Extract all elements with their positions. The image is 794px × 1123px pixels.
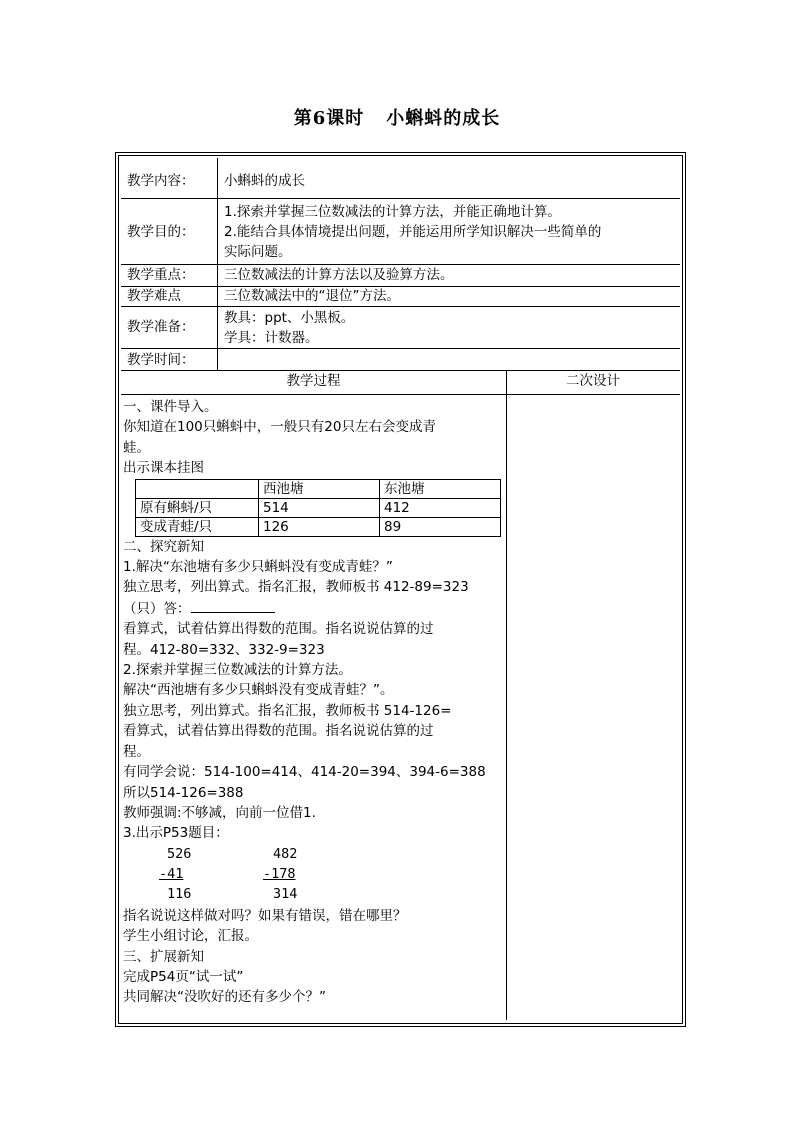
process-line: 程。	[123, 743, 150, 760]
table-cell: 西池塘	[259, 479, 380, 498]
calc-1-sub: -41	[159, 865, 184, 882]
row-label-focus: 教学重点：	[127, 267, 195, 283]
row-label-time: 教学时间：	[127, 352, 195, 368]
table-cell: 变成青蛙/只	[136, 517, 259, 536]
vertical-calculations	[123, 844, 506, 906]
row-value-difficulty: 三位数减法中的“退位”方法。	[224, 288, 400, 304]
table-cell: 东池塘	[380, 479, 501, 498]
process-line: 你知道在100只蝌蚪中，一般只有20只左右会变成青	[123, 419, 436, 436]
calc-1-top: 526	[167, 845, 192, 862]
process-line: 指名说说这样做对吗？如果有错误，错在哪里？	[123, 907, 407, 924]
process-line: 3.出示P53题目：	[123, 825, 229, 842]
row-value-content: 小蝌蚪的成长	[224, 173, 305, 189]
calc-2-result: 314	[273, 885, 298, 902]
table-cell: 514	[259, 498, 380, 517]
row-value-focus: 三位数减法的计算方法以及验算方法。	[224, 267, 454, 283]
table-cell	[136, 479, 259, 498]
process-line: 共同解决“没吹好的还有多少个？”	[123, 989, 326, 1006]
process-line: 学生小组讨论，汇报。	[123, 928, 258, 945]
process-line: 教师强调:不够减，向前一位借1.	[123, 804, 316, 821]
table-cell: 126	[259, 517, 380, 536]
calc-1-result: 116	[167, 885, 192, 902]
row-value-prep-1: 教具：ppt、小黑板。	[224, 310, 355, 326]
row-label-prep: 教学准备：	[127, 319, 195, 335]
row-label-content: 教学内容：	[127, 173, 195, 189]
row-value-goal-1: 1.探索并掌握三位数减法的计算方法，并能正确地计算。	[224, 204, 561, 220]
row-value-goal-2: 2.能结合具体情境提出问题，并能运用所学知识解决一些简单的	[224, 224, 602, 240]
process-line: 解决“西池塘有多少只蝌蚪没有变成青蛙？”。	[123, 682, 394, 699]
table-row	[136, 517, 501, 536]
row-value-goal-3: 实际问题。	[224, 244, 292, 260]
process-line: 完成P54页“试一试”	[123, 968, 244, 985]
table-cell: 89	[380, 517, 501, 536]
process-line: 二、探究新知	[123, 538, 204, 555]
process-line: 看算式，试着估算出得数的范围。指名说说估算的过	[123, 723, 434, 740]
process-content	[123, 397, 506, 1008]
process-line: 三、扩展新知	[123, 948, 204, 965]
table-row	[136, 479, 501, 498]
table-row	[136, 498, 501, 517]
process-line: 2.探索并掌握三位数减法的计算方法。	[123, 662, 352, 679]
process-line: 有同学会说：514-100=414、414-20=394、394-6=388	[123, 764, 486, 781]
process-line: 出示课本挂图	[123, 460, 204, 477]
answer-blank	[191, 598, 275, 613]
row-value-prep-2: 学具：计数器。	[224, 330, 319, 346]
row-label-goal: 教学目的：	[127, 224, 195, 240]
process-line: 程。412-80=332、332-9=323	[123, 641, 325, 658]
table-cell: 412	[380, 498, 501, 517]
process-line: 一、课件导入。	[123, 399, 218, 415]
tadpole-table	[135, 479, 501, 537]
process-line: 所以514-126=388	[123, 784, 244, 801]
process-line: 独立思考，列出算式。指名汇报，教师板书 514-126=	[123, 702, 452, 719]
page-title: 第6课时 小蝌蚪的成长	[293, 108, 501, 129]
header-process: 教学过程	[286, 373, 341, 389]
process-line: 1.解决“东池塘有多少只蝌蚪没有变成青蛙？”	[123, 559, 393, 576]
header-second-design: 二次设计	[566, 373, 620, 389]
answer-prefix: （只）答：	[123, 600, 191, 617]
calc-2-top: 482	[273, 845, 298, 862]
process-line: 独立思考，列出算式。指名汇报，教师板书 412-89=323	[123, 579, 469, 596]
table-cell: 原有蝌蚪/只	[136, 498, 259, 517]
process-line: 蛙。	[123, 439, 150, 456]
calc-2-sub: -178	[263, 865, 296, 882]
row-label-difficulty: 教学难点	[127, 288, 181, 304]
process-line	[123, 598, 506, 619]
process-line: 看算式，试着估算出得数的范围。指名说说估算的过	[123, 621, 434, 638]
